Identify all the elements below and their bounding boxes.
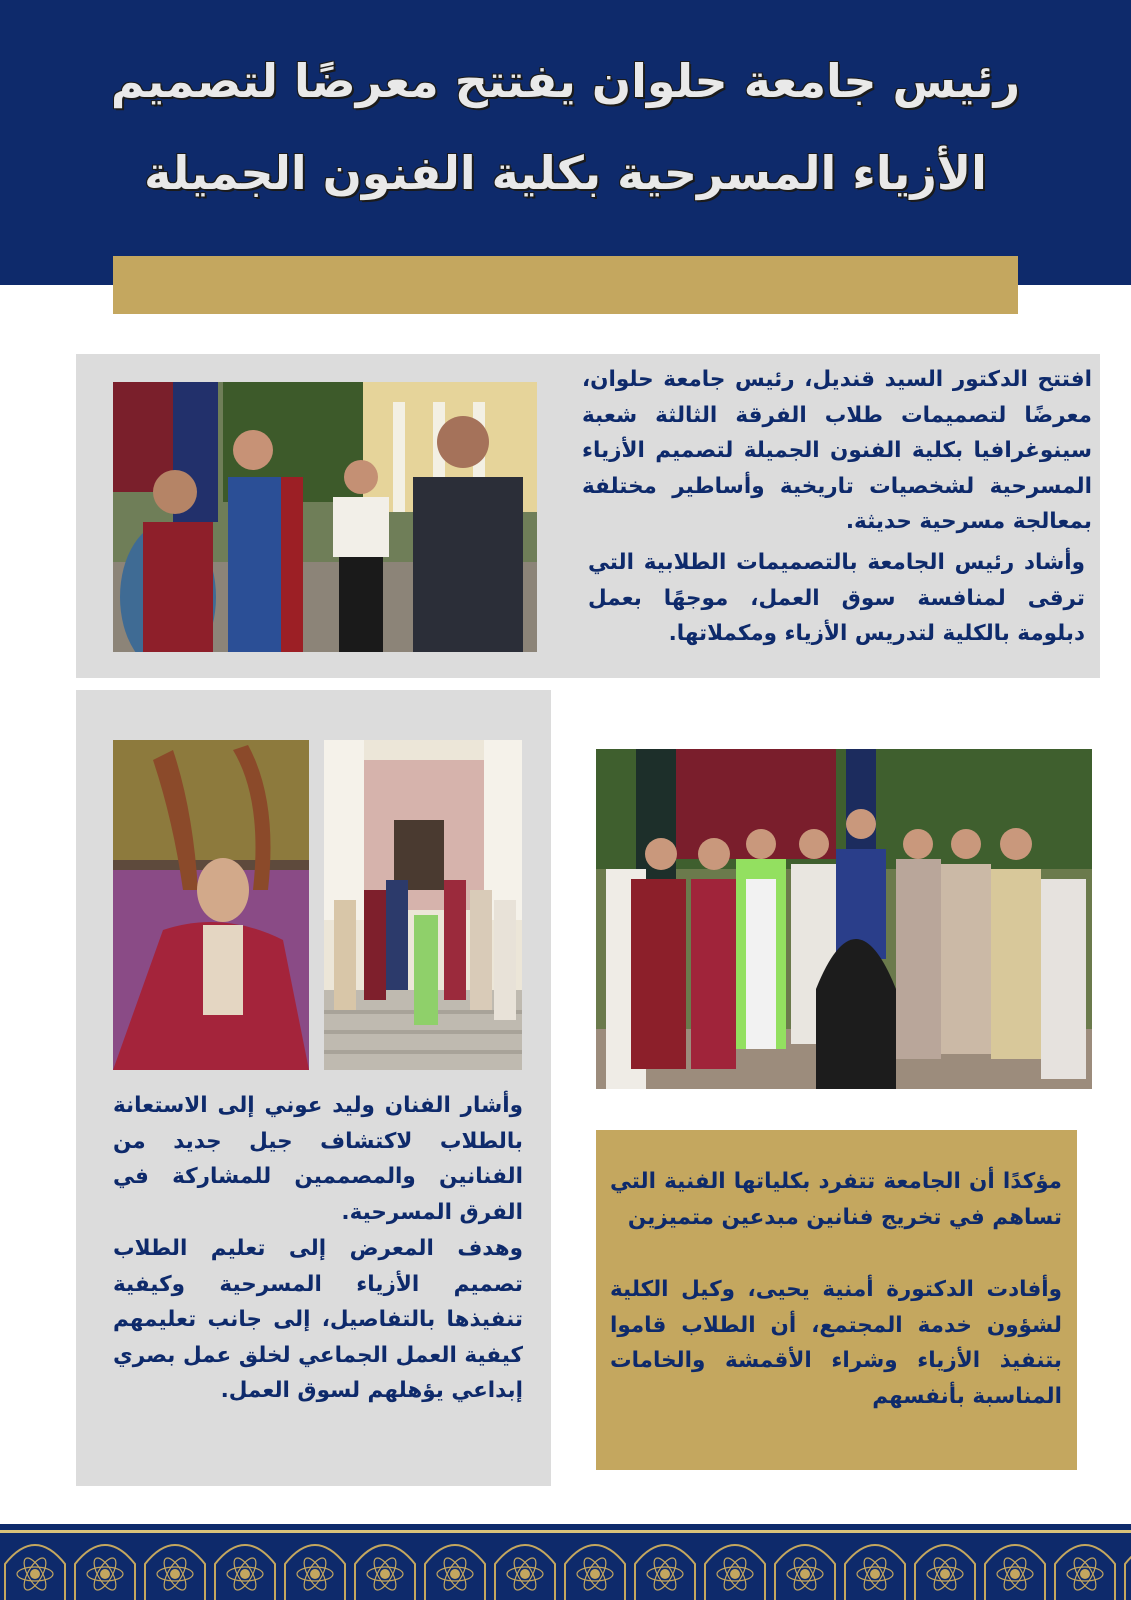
footer-motif xyxy=(985,1545,1045,1600)
section-2-paragraph-1: وأشار الفنان وليد عوني إلى الاستعانة بالطلاب لاكتشاف جيل جديد من الفنانين والمصممين للمشاركة في الفرق المسرحية. xyxy=(113,1093,523,1225)
photo-president-with-students xyxy=(113,382,537,652)
footer-motif xyxy=(915,1545,975,1600)
footer-motif xyxy=(5,1545,65,1600)
photo-students-on-steps xyxy=(324,740,522,1070)
footer-motif xyxy=(845,1545,905,1600)
footer-motif xyxy=(1125,1545,1131,1600)
footer-motif xyxy=(705,1545,765,1600)
footer-motif xyxy=(145,1545,205,1600)
footer-motif xyxy=(635,1545,695,1600)
atom-pattern-icon xyxy=(0,1524,1131,1600)
section-1-paragraph-1: افتتح الدكتور السيد قنديل، رئيس جامعة حلوان، معرضًا لتصميمات طلاب الفرقة الثالثة شعبة سينوغرافيا بكلية الفنون الجميلة لتصميم الأزياء المسرحية لشخصيات تاريخية وأساطير مختلفة بمعالجة مسرحية حديثة. xyxy=(582,367,1092,534)
footer-motif xyxy=(355,1545,415,1600)
footer-motif xyxy=(285,1545,345,1600)
photo-costume-model-branches xyxy=(113,740,309,1070)
page-title-line-2: الأزياء المسرحية بكلية الفنون الجميلة xyxy=(144,146,987,200)
footer-motif xyxy=(75,1545,135,1600)
footer-motif xyxy=(495,1545,555,1600)
page-title-line-1: رئيس جامعة حلوان يفتتح معرضًا لتصميم xyxy=(110,54,1021,108)
section-1-paragraph-2: وأشاد رئيس الجامعة بالتصميمات الطلابية التي ترقى لمنافسة سوق العمل، موجهًا بعمل دبلومة بالكلية لتدريس الأزياء ومكملاتها. xyxy=(588,550,1085,646)
footer-motif xyxy=(1055,1545,1115,1600)
section-2-paragraph-2: وهدف المعرض إلى تعليم الطلاب تصميم الأزياء المسرحية وكيفية تنفيذها بالتفاصيل، إلى جانب تعليمهم كيفية العمل الجماعي لخلق عمل بصري إبداعي يؤهلهم لسوق العمل. xyxy=(113,1236,523,1403)
header-banner xyxy=(0,0,1131,285)
section-3-paragraph-2: وأفادت الدكتورة أمنية يحيى، وكيل الكلية لشؤون خدمة المجتمع، أن الطلاب قاموا بتنفيذ الأزياء وشراء الأقمشة والخامات المناسبة بأنفسهم xyxy=(610,1277,1062,1409)
footer-motif xyxy=(215,1545,275,1600)
footer-motif xyxy=(565,1545,625,1600)
photo-group-costumes xyxy=(596,749,1092,1089)
footer-motif xyxy=(775,1545,835,1600)
footer-pattern-band xyxy=(0,1524,1131,1600)
section-3-paragraph-1: مؤكدًا أن الجامعة تتفرد بكلياتها الفنية التي تساهم في تخريج فنانين مبدعين متميزين xyxy=(610,1169,1062,1230)
gold-divider-bar xyxy=(113,256,1018,314)
footer-motif xyxy=(425,1545,485,1600)
